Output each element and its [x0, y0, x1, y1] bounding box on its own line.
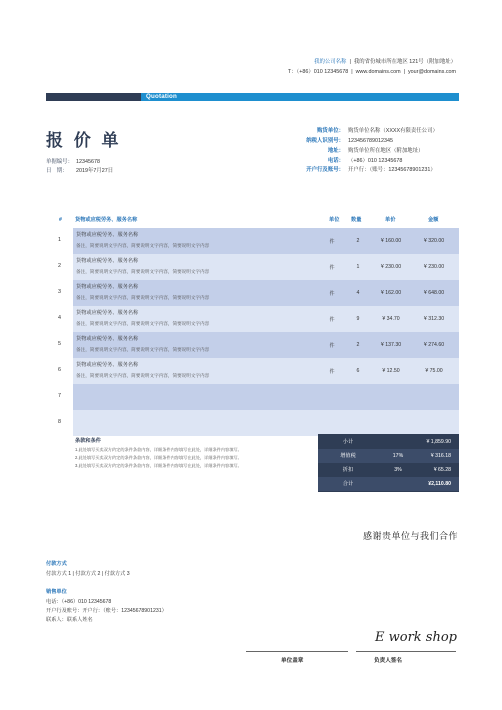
totals-panel [318, 434, 459, 492]
customer-row [300, 166, 436, 174]
seller-phone: 电话：（+86）010 12345678 [46, 599, 112, 605]
quote-date: 2019年7月27日 [76, 168, 114, 174]
company-address: 我的省份城市所在地区 121号（附加地址） [353, 59, 456, 65]
col-header-num: # [59, 217, 62, 223]
document-title: 报 价 单 [46, 131, 122, 150]
stamp-label: 单位盖章 [281, 658, 304, 664]
discount-row [318, 463, 459, 477]
customer-field-label: 购货单位： [317, 128, 344, 134]
customer-field-label: 地址： [327, 148, 344, 154]
col-header-qty: 数量 [351, 217, 362, 223]
company-name-label: 我的公司名称 [314, 59, 347, 65]
row-number: 1 [58, 237, 61, 243]
item-detail: 备注，简要说明文字内容，简要说明文字内容，简要说明文字内容 [76, 295, 210, 300]
seller-bank: 开户行及账号：开户行：（账号：12345678901231） [46, 608, 167, 614]
item-name: 货物或应税劳务、服务名称 [76, 336, 139, 342]
quotation-band-blue [141, 93, 459, 101]
header-address-line: 我的公司名称 | 我的省份城市所在地区 121号（附加地址） [314, 59, 456, 65]
col-header-desc: 货物或应税劳务、服务名称 [75, 217, 138, 223]
terms-title: 条款和条件 [75, 438, 101, 444]
item-amount: ¥ 230.00 [423, 264, 445, 270]
customer-row [300, 127, 438, 135]
item-qty: 4 [356, 290, 360, 296]
payment-title: 付款方式 [46, 561, 67, 567]
item-amount: ¥ 274.60 [423, 342, 445, 348]
customer-field-label: 纳税人识别号： [306, 138, 344, 144]
item-price: ¥ 137.30 [380, 342, 402, 348]
item-detail: 备注，简要说明文字内容，简要说明文字内容，简要说明文字内容 [76, 373, 210, 378]
quotation-band-dark [46, 93, 141, 101]
row-number: 6 [58, 367, 61, 373]
date-label: 日 期： [46, 168, 68, 174]
item-qty: 9 [356, 316, 360, 322]
quote-number-row [46, 157, 100, 165]
row-number: 4 [58, 315, 61, 321]
item-name: 货物或应税劳务、服务名称 [76, 310, 139, 316]
col-header-amount: 金额 [428, 217, 439, 223]
quote-number: 12345678 [76, 159, 100, 165]
grand-total-amount: ¥2,110.80 [428, 481, 451, 487]
company-email[interactable]: your@domains.com [407, 69, 456, 75]
quotation-label: Quotation [146, 92, 178, 100]
item-name: 货物或应税劳务、服务名称 [76, 258, 139, 264]
col-header-unit: 单位 [329, 217, 340, 223]
customer-field-label: 开户行及账号： [306, 167, 344, 173]
item-unit: 件 [329, 343, 335, 349]
item-price: ¥ 162.00 [380, 290, 402, 296]
date-row [46, 166, 113, 174]
company-phone: T：（+86）010 12345678 [287, 69, 349, 75]
customer-field-label: 电话： [327, 158, 344, 164]
terms-line: 1.此处填写买卖双方约定的条件条款内容，详细条件内容填写在此处，详细条件内容填写。 [75, 447, 242, 452]
payment-methods: 付款方式 1 | 付款方式 2 | 付款方式 3 [46, 571, 130, 577]
stamp-line [246, 651, 348, 652]
row-number: 8 [58, 419, 61, 425]
customer-row [300, 157, 402, 165]
subtotal-label: 小计 [342, 439, 354, 445]
item-unit: 件 [329, 369, 335, 375]
col-header-price: 单价 [385, 217, 396, 223]
signature-line [356, 651, 456, 652]
item-price: ¥ 34.70 [382, 316, 400, 322]
grand-total-row [318, 477, 459, 491]
vat-rate: 17% [392, 453, 404, 459]
row-number: 2 [58, 263, 61, 269]
item-unit: 件 [329, 265, 335, 271]
terms-line: 2.此处填写买卖双方约定的条件条款内容，详细条件内容填写在此处，详细条件内容填写。 [75, 455, 242, 460]
item-name: 货物或应税劳务、服务名称 [76, 362, 139, 368]
company-website[interactable]: www.domains.com [355, 69, 401, 75]
customer-field-value: （+86）010 12345678 [348, 158, 403, 164]
customer-row [300, 147, 423, 155]
item-qty: 2 [356, 238, 360, 244]
item-price: ¥ 12.50 [382, 368, 400, 374]
item-unit: 件 [329, 239, 335, 245]
thank-you-note: 感谢贵单位与我们合作 [363, 531, 459, 541]
item-qty: 2 [356, 342, 360, 348]
item-detail: 备注，简要说明文字内容，简要说明文字内容，简要说明文字内容 [76, 243, 210, 248]
customer-field-value: 购货单位名称（XXXX有限责任公司） [348, 128, 438, 134]
row-number: 5 [58, 341, 61, 347]
subtotal-amount: ¥ 1,859.90 [426, 439, 451, 445]
signature-script: E work shop [375, 630, 457, 645]
seller-title: 销售单位 [46, 589, 67, 595]
item-price: ¥ 160.00 [380, 238, 402, 244]
table-row [73, 384, 459, 410]
item-detail: 备注，简要说明文字内容，简要说明文字内容，简要说明文字内容 [76, 347, 210, 352]
subtotal-row [318, 435, 459, 449]
item-amount: ¥ 75.00 [425, 368, 443, 374]
item-name: 货物或应税劳务、服务名称 [76, 284, 139, 290]
item-amount: ¥ 320.00 [423, 238, 445, 244]
item-amount: ¥ 648.00 [423, 290, 445, 296]
discount-amount: ¥ 65.28 [433, 467, 451, 473]
item-name: 货物或应税劳务、服务名称 [76, 232, 139, 238]
vat-label: 增值税 [340, 453, 356, 459]
item-detail: 备注，简要说明文字内容，简要说明文字内容，简要说明文字内容 [76, 321, 210, 326]
discount-label: 折扣 [342, 467, 354, 473]
terms-line: 3.此处填写买卖双方约定的条件条款内容，详细条件内容填写在此处，详细条件内容填写。 [75, 463, 242, 468]
header-contact-line: T：（+86）010 12345678 | www.domains.com | your@domains.com [287, 69, 456, 75]
customer-row [300, 137, 393, 145]
signature-label: 负责人签名 [374, 658, 402, 664]
item-qty: 6 [356, 368, 360, 374]
item-amount: ¥ 312.30 [423, 316, 445, 322]
customer-field-value: 123456789012345 [348, 138, 393, 144]
item-qty: 1 [356, 264, 360, 270]
row-number: 3 [58, 289, 61, 295]
item-detail: 备注，简要说明文字内容，简要说明文字内容，简要说明文字内容 [76, 269, 210, 274]
discount-rate: 3% [394, 467, 402, 473]
vat-row [318, 449, 459, 463]
grand-total-label: 合计 [342, 481, 354, 487]
customer-field-value: 购货单位所在地区（附加地址） [348, 148, 424, 154]
item-unit: 件 [329, 291, 335, 297]
row-number: 7 [58, 393, 61, 399]
quote-number-label: 单据编号： [46, 159, 73, 165]
item-unit: 件 [329, 317, 335, 323]
table-row [73, 410, 459, 436]
item-price: ¥ 230.00 [380, 264, 402, 270]
seller-contact: 联系人：联系人姓名 [46, 617, 93, 623]
customer-field-value: 开户行：（账号：12345678901231） [348, 167, 436, 173]
vat-amount: ¥ 316.18 [430, 453, 451, 459]
